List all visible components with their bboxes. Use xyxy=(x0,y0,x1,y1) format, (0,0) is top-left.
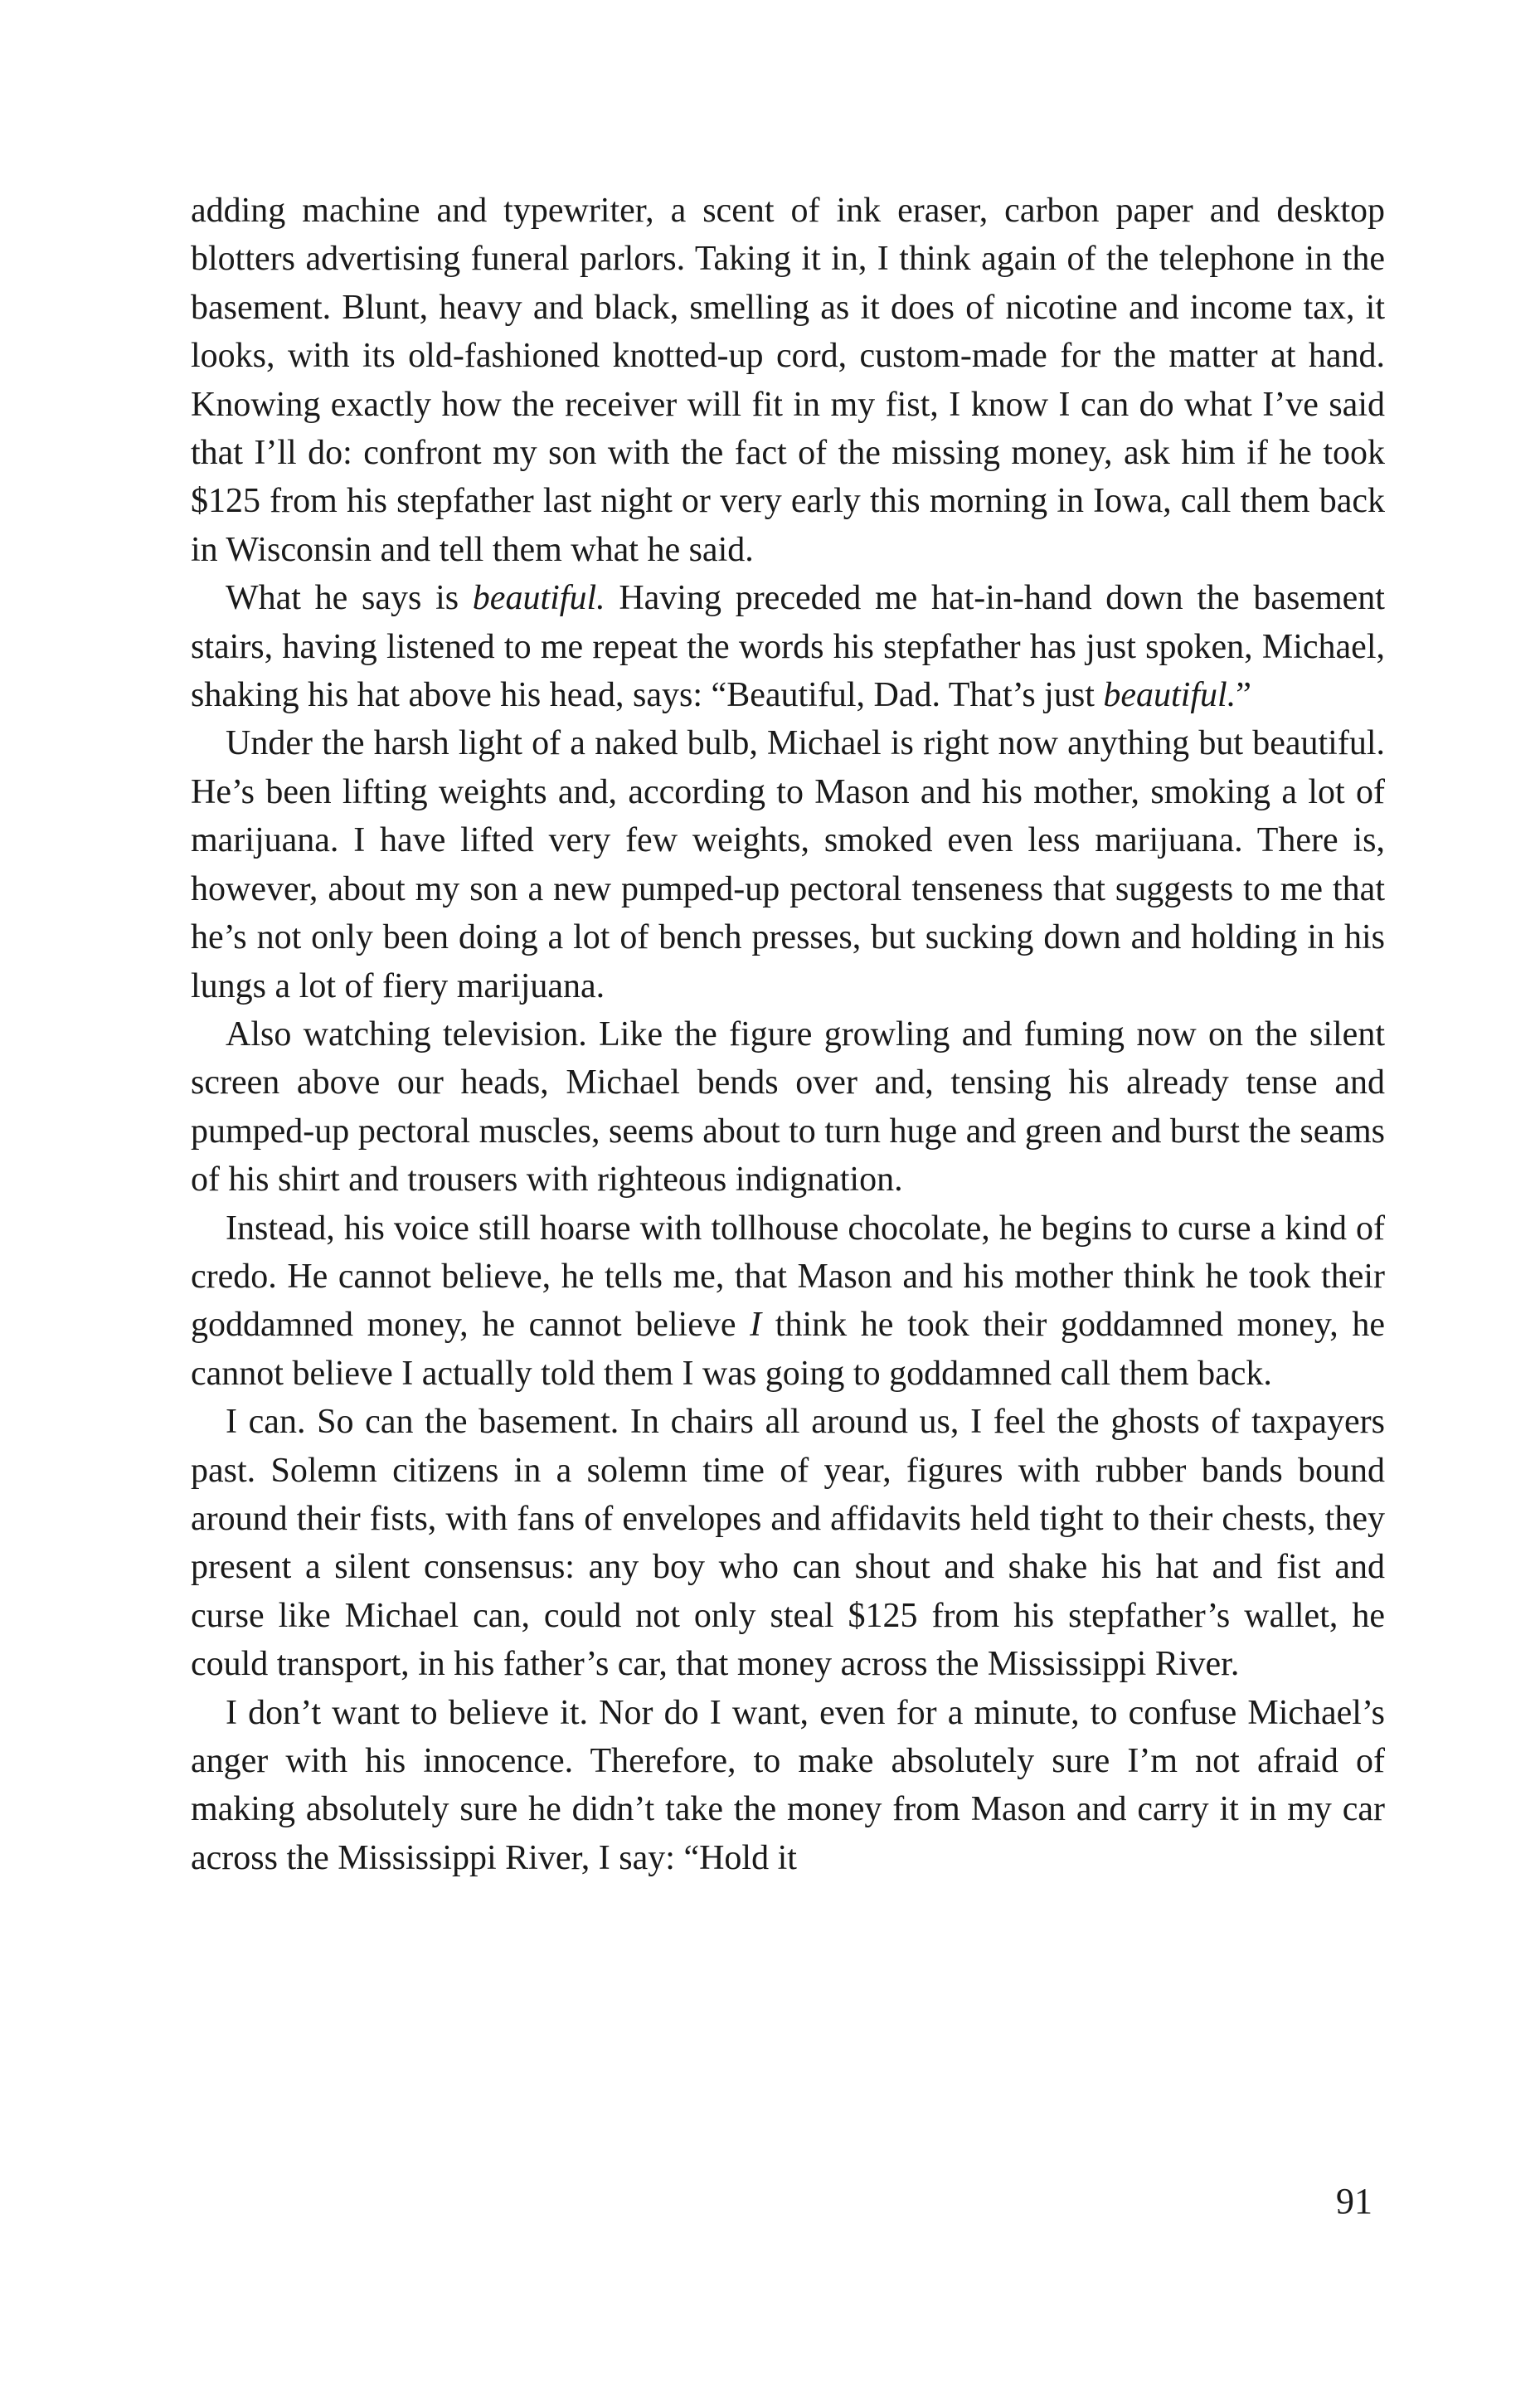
paragraph-5-text-a: Instead, his voice still hoarse with tollhouse chocolate, he begins to curse a kind of credo. He cannot believe, he tells me, that Mason and his mother think he took their goddamned money, he cannot believe xyxy=(191,1209,1385,1345)
paragraph-5 xyxy=(191,1204,1385,1399)
paragraph-4 xyxy=(191,1010,1385,1204)
paragraph-2-text-b: Having preceded me hat-in-hand down the basement stairs, having listened to me repeat the words his stepfather has just spoken, Michael, shaking his hat above his head, says: “Beautiful, Dad. That’s just xyxy=(191,579,1385,715)
body-text xyxy=(191,187,1385,1882)
paragraph-5-text-b: think he took their goddamned money, he cannot believe I actually told them I was going to goddamned call them back. xyxy=(191,1306,1385,1393)
paragraph-3 xyxy=(191,719,1385,1010)
paragraph-2-italic-b: beautiful. xyxy=(1103,676,1236,715)
paragraph-4-text: Also watching television. Like the figure growling and fuming now on the silent screen above our heads, Michael bends over and, tensing his already tense and pumped-up pectoral muscles, seems about to turn huge and green and burst the seams of his shirt and trousers with righteous indignation. xyxy=(191,1015,1385,1200)
paragraph-2-text-a: What he says is xyxy=(226,579,473,618)
paragraph-2 xyxy=(191,574,1385,719)
paragraph-1 xyxy=(191,187,1385,574)
paragraph-2-text-c: ” xyxy=(1236,676,1251,715)
paragraph-7 xyxy=(191,1689,1385,1883)
paragraph-3-text: Under the harsh light of a naked bulb, Michael is right now anything but beautiful. He’s been lifting weights and, according to Mason and his mother, smoking a lot of marijuana. I have lifted very few weights, smoked even less marijuana. There is, however, about my son a new pumped-up pectoral tenseness that suggests to me that he’s not only been doing a lot of bench presses, but sucking down and holding in his lungs a lot of fiery marijuana. xyxy=(191,724,1385,1005)
paragraph-6-text: I can. So can the basement. In chairs all around us, I feel the ghosts of taxpayers past. Solemn citizens in a solemn time of year, figures with rubber bands bound around their fists, with fans of envelopes and affidavits held tight to their chests, they present a silent consensus: any boy who can shout and shake his hat and fist and curse like Michael can, could not only steal $125 from his stepfather’s wallet, he could transport, in his father’s car, that money across the Mississippi River. xyxy=(191,1403,1385,1684)
paragraph-1-text: adding machine and typewriter, a scent of ink eraser, carbon paper and desktop blotters advertising funeral parlors. Taking it in, I think again of the telephone in the basement. Blunt, heavy and black, smelling as it does of nicotine and income tax, it looks, with its old-fashioned knotted-up cord, custom-made for the matter at hand. Knowing exactly how the receiver will fit in my fist, I know I can do what I’ve said that I’ll do: confront my son with the fact of the missing money, ask him if he took $125 from his stepfather last night or very early this morning in Iowa, call them back in Wisconsin and tell them what he said. xyxy=(191,192,1385,569)
paragraph-7-text: I don’t want to believe it. Nor do I want, even for a minute, to confuse Michael’s anger with his innocence. Therefore, to make absolutely sure I’m not afraid of making absolutely sure he didn’t take the money from Mason and carry it in my car across the Mississippi River, I say: “Hold it xyxy=(191,1693,1385,1877)
paragraph-6 xyxy=(191,1398,1385,1688)
page-number: 91 xyxy=(1336,2181,1372,2221)
paragraph-2-italic-a: beautiful. xyxy=(472,579,605,618)
paragraph-5-italic: I xyxy=(750,1306,762,1345)
